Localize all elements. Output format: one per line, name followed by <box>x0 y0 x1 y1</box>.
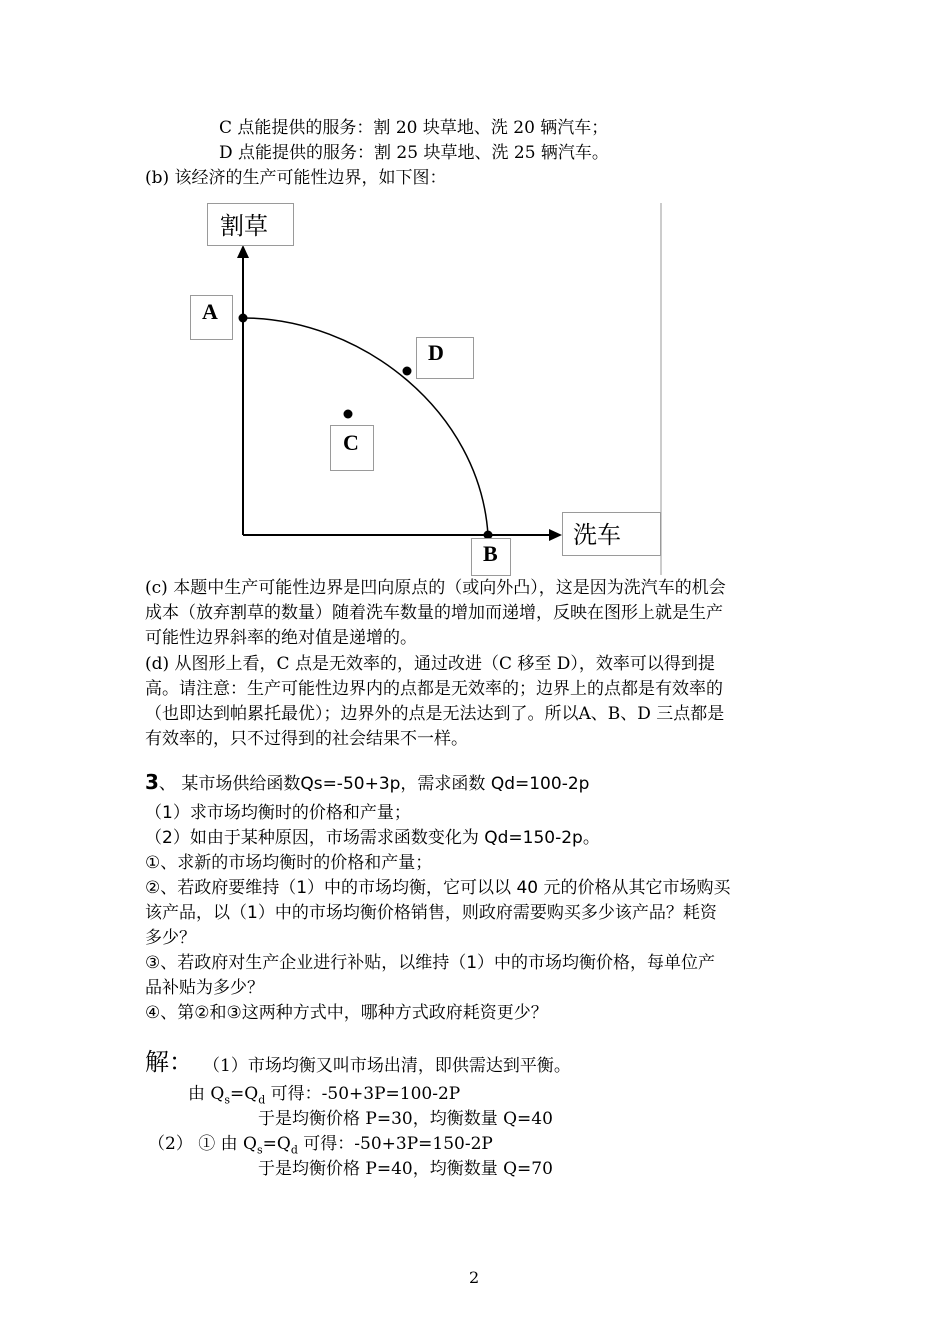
question-line-9: ④、第②和③这两种方式中，哪种方式政府耗资更少？ <box>145 1003 548 1023</box>
part-c-line-3: 可能性边界斜率的绝对值是递增的。 <box>145 628 417 648</box>
part-c-line-1: (c) 本题中生产可能性边界是凹向原点的（或向外凸），这是因为洗汽车的机会 <box>145 578 726 598</box>
question-number: 3 <box>145 770 159 794</box>
question-line-2: （2）如由于某种原因，市场需求函数变化为 Qd=150-2p。 <box>145 828 600 848</box>
question-3-title <box>145 771 589 795</box>
point-d-label: D <box>428 340 444 365</box>
y-axis-label-box <box>207 203 294 246</box>
part-d-line-2: 高。请注意：生产可能性边界内的点都是无效率的；边界上的点都是有效率的 <box>145 679 723 699</box>
page-number: 2 <box>469 1268 480 1287</box>
part-b-line: (b) 该经济的生产可能性边界，如下图： <box>145 168 447 188</box>
part-d-line-3: （也即达到帕累托最优）；边界外的点是无法达到了。所以A、B、D 三点都是 <box>145 704 725 724</box>
question-line-5: 该产品，以（1）中的市场均衡价格销售，则政府需要购买多少该产品？耗资 <box>145 903 717 923</box>
eq-prefix: 由 Q <box>188 1084 225 1104</box>
eq2-post: 可得：-50+3P=150-2P <box>297 1134 493 1154</box>
eq-sub-d: d <box>258 1093 266 1107</box>
ppf-diagram <box>0 0 950 600</box>
point-b-label: B <box>483 541 498 566</box>
x-axis-label: 洗车 <box>573 521 621 549</box>
y-axis-label: 割草 <box>220 212 268 240</box>
question-line-8: 品补贴为多少？ <box>145 978 264 998</box>
point-c-label: C <box>343 430 359 455</box>
solution-line-3: 于是均衡价格 P=30，均衡数量 Q=40 <box>258 1109 553 1129</box>
eq2-sub-d: d <box>290 1143 298 1157</box>
eq-sub-s: s <box>224 1093 230 1107</box>
point-a-box <box>190 295 233 340</box>
question-line-7: ③、若政府对生产企业进行补贴，以维持（1）中的市场均衡价格，每单位产 <box>145 953 716 973</box>
x-axis-label-box <box>562 512 661 556</box>
point-c-box <box>330 425 374 471</box>
eq-mid: =Q <box>230 1084 259 1104</box>
eq2-mid: =Q <box>262 1134 291 1154</box>
question-line-6: 多少？ <box>145 928 196 948</box>
solution-heading: 解： <box>145 1048 193 1076</box>
part-d-line-4: 有效率的，只不过得到的社会结果不一样。 <box>145 729 468 749</box>
point-d-box <box>416 337 474 379</box>
part-d-line-1: (d) 从图形上看，C 点是无效率的，通过改进（C 移至 D），效率可以得到提 <box>145 654 715 674</box>
point-a-label: A <box>202 299 218 324</box>
c-point-line: C 点能提供的服务：割 20 块草地、洗 20 辆汽车； <box>219 118 609 138</box>
part-c-line-2: 成本（放弃割草的数量）随着洗车数量的增加而递增，反映在图形上就是生产 <box>145 603 723 623</box>
question-line-1: （1）求市场均衡时的价格和产量； <box>145 803 411 823</box>
point-b-box <box>471 538 511 576</box>
eq2-sub-s: s <box>256 1143 263 1157</box>
solution-line-5: 于是均衡价格 P=40，均衡数量 Q=70 <box>258 1159 553 1179</box>
d-point-line: D 点能提供的服务：割 25 块草地、洗 25 辆汽车。 <box>219 143 609 163</box>
eq-post: 可得：-50+3P=100-2P <box>265 1084 461 1104</box>
question-3-text: 、 某市场供给函数Qs=-50+3p，需求函数 Qd=100-2p <box>158 774 590 794</box>
solution-line-1: （1）市场均衡又叫市场出清，即供需达到平衡。 <box>203 1056 571 1076</box>
eq2-prefix: （2） ① 由 Q <box>148 1134 257 1154</box>
question-line-4: ②、若政府要维持（1）中的市场均衡，它可以以 40 元的价格从其它市场购买 <box>145 878 731 898</box>
question-line-3: ①、求新的市场均衡时的价格和产量； <box>145 853 433 873</box>
